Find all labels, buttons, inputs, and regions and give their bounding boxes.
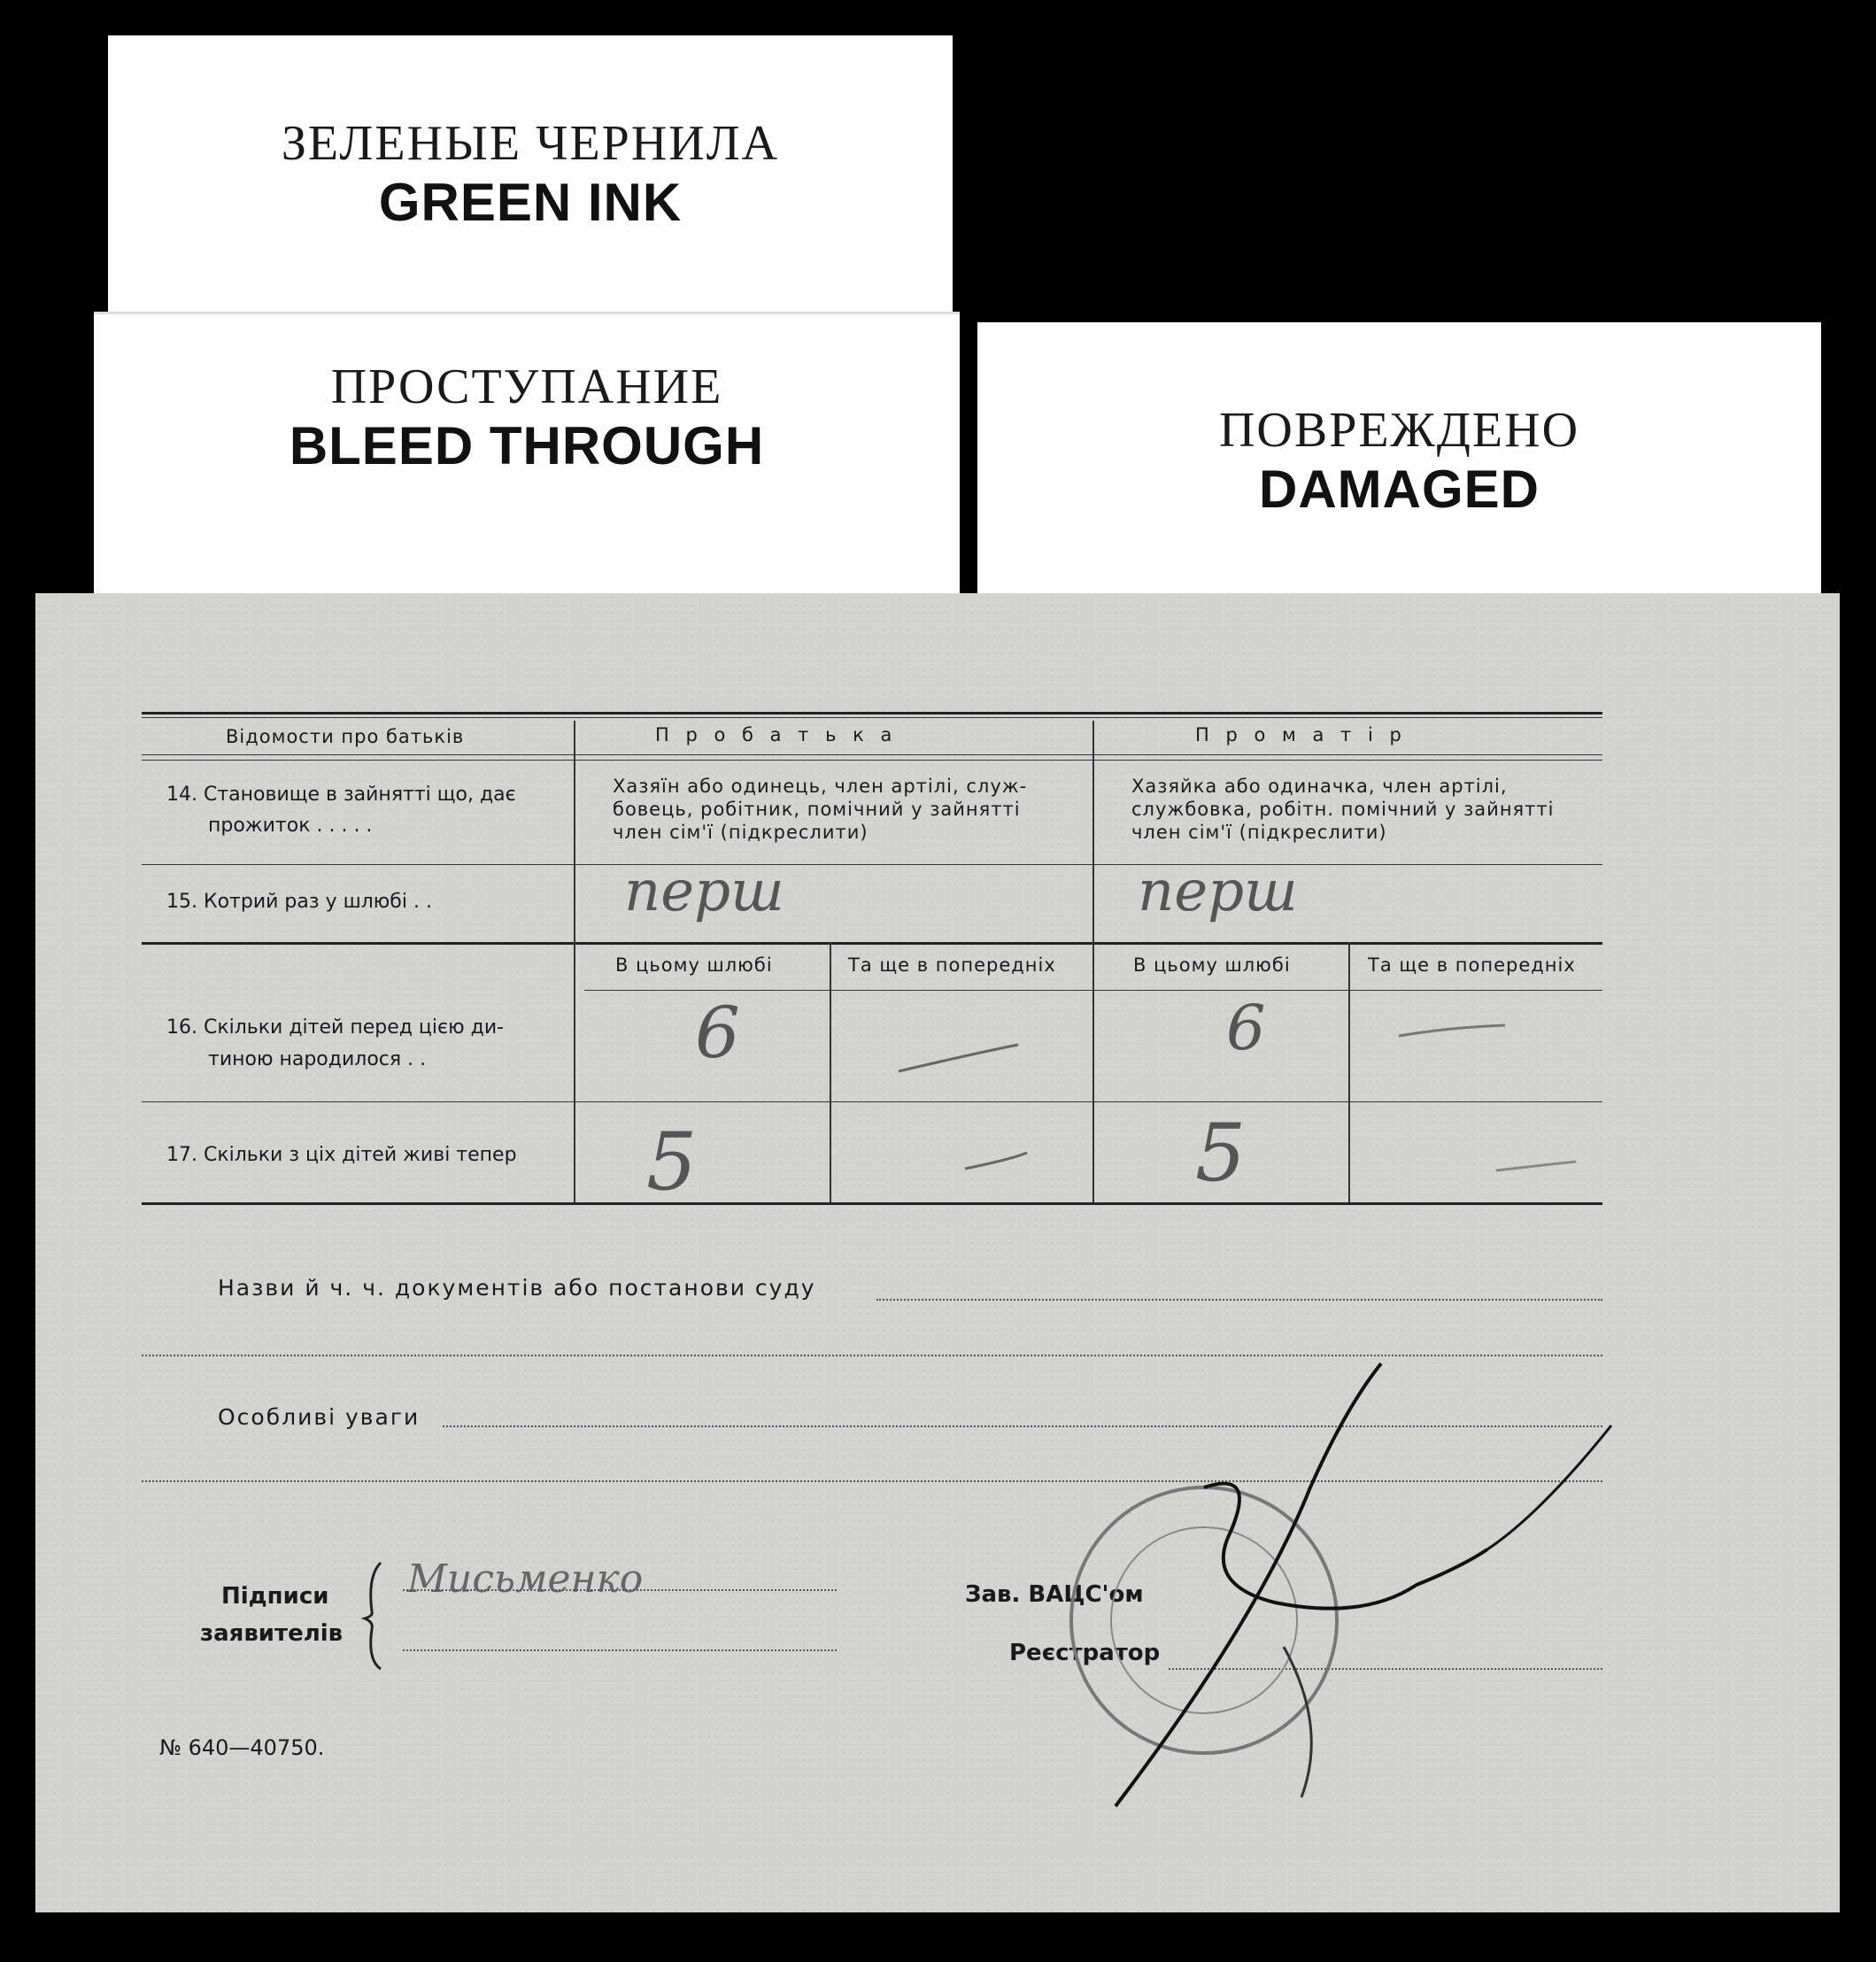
- mother-previous-header: Та ще в попередніх: [1368, 954, 1576, 976]
- applicant-signature-line-2: [403, 1649, 837, 1651]
- header-parents-info: Відомости про батьків: [226, 726, 465, 747]
- damaged-label-card: [977, 322, 1821, 599]
- documents-label: Назви й ч. ч. документів або постанови суду: [218, 1275, 816, 1301]
- row15-mother-handwritten: перш: [1138, 859, 1298, 924]
- green-ink-label-card: [108, 35, 953, 312]
- row14-label-line2: прожиток . . . . .: [208, 815, 373, 837]
- mother-this-marriage-header: В цьому шлюбі: [1133, 954, 1291, 976]
- father-this-marriage-header: В цьому шлюбі: [615, 954, 773, 976]
- row14-mother-line1: Хазяйка або одиначка, член артілі,: [1131, 776, 1508, 797]
- head-signature: [1080, 1355, 1629, 1815]
- signatures-label-line1: Підписи: [221, 1583, 329, 1610]
- applicant-signature-line-1: [403, 1589, 837, 1591]
- row14-father-line2: бовець, робітник, помічний у зайнятті: [613, 799, 1021, 820]
- bleed-through-en: BLEED THROUGH: [289, 416, 765, 475]
- damaged-ru: ПОВРЕЖДЕНО: [1218, 403, 1580, 458]
- form-sheet: [35, 593, 1840, 1912]
- row15-father-handwritten: перш: [624, 859, 784, 924]
- row16-label-line2: тиною народилося . .: [208, 1048, 427, 1070]
- registrar-label: Реєстратор: [1009, 1640, 1161, 1666]
- bleed-through-ru: ПРОСТУПАНИЕ: [330, 359, 723, 414]
- row17-mother-this-marriage: 5: [1195, 1107, 1247, 1200]
- row14-mother-line3: член сім'ї (підкреслити): [1131, 822, 1387, 843]
- documents-line: [876, 1299, 1602, 1301]
- signatures-brace: [363, 1558, 390, 1673]
- head-label: Зав. ВАЦС'ом: [965, 1581, 1144, 1608]
- row16-father-this-marriage: 6: [695, 992, 740, 1074]
- header-about-mother: П р о м а т і р: [1195, 724, 1407, 745]
- bleed-through-label-card: [94, 312, 960, 596]
- row16-mother-this-marriage: 6: [1226, 992, 1266, 1064]
- row14-mother-line2: службовка, робітн. помічний у зайнятті: [1131, 799, 1555, 820]
- form-number: № 640—40750.: [159, 1735, 325, 1760]
- row14-father-line3: член сім'ї (підкреслити): [613, 822, 869, 843]
- header-about-father: П р о б а т ь к а: [655, 724, 898, 745]
- applicant-signature: Мисьменко: [407, 1556, 644, 1602]
- row16-label-line1: 16. Скільки дітей перед цією ди-: [166, 1016, 505, 1039]
- notes-label: Особливі уваги: [218, 1404, 421, 1430]
- row14-label-line1: 14. Становище в зайнятті що, дає: [166, 784, 516, 806]
- father-previous-header: Та ще в попередніх: [848, 954, 1056, 976]
- row15-label: 15. Котрий раз у шлюбі . .: [166, 891, 432, 913]
- row17-label: 17. Скільки з ціх дітей живі тепер: [166, 1144, 517, 1166]
- row17-father-this-marriage: 5: [646, 1116, 698, 1209]
- damaged-en: DAMAGED: [1259, 460, 1540, 519]
- green-ink-ru: ЗЕЛЕНЫЕ ЧЕРНИЛА: [281, 116, 780, 171]
- green-ink-en: GREEN INK: [378, 173, 683, 232]
- row14-father-line1: Хазяїн або одинець, член артілі, служ-: [613, 776, 1028, 797]
- signatures-label-line2: заявителів: [200, 1620, 344, 1647]
